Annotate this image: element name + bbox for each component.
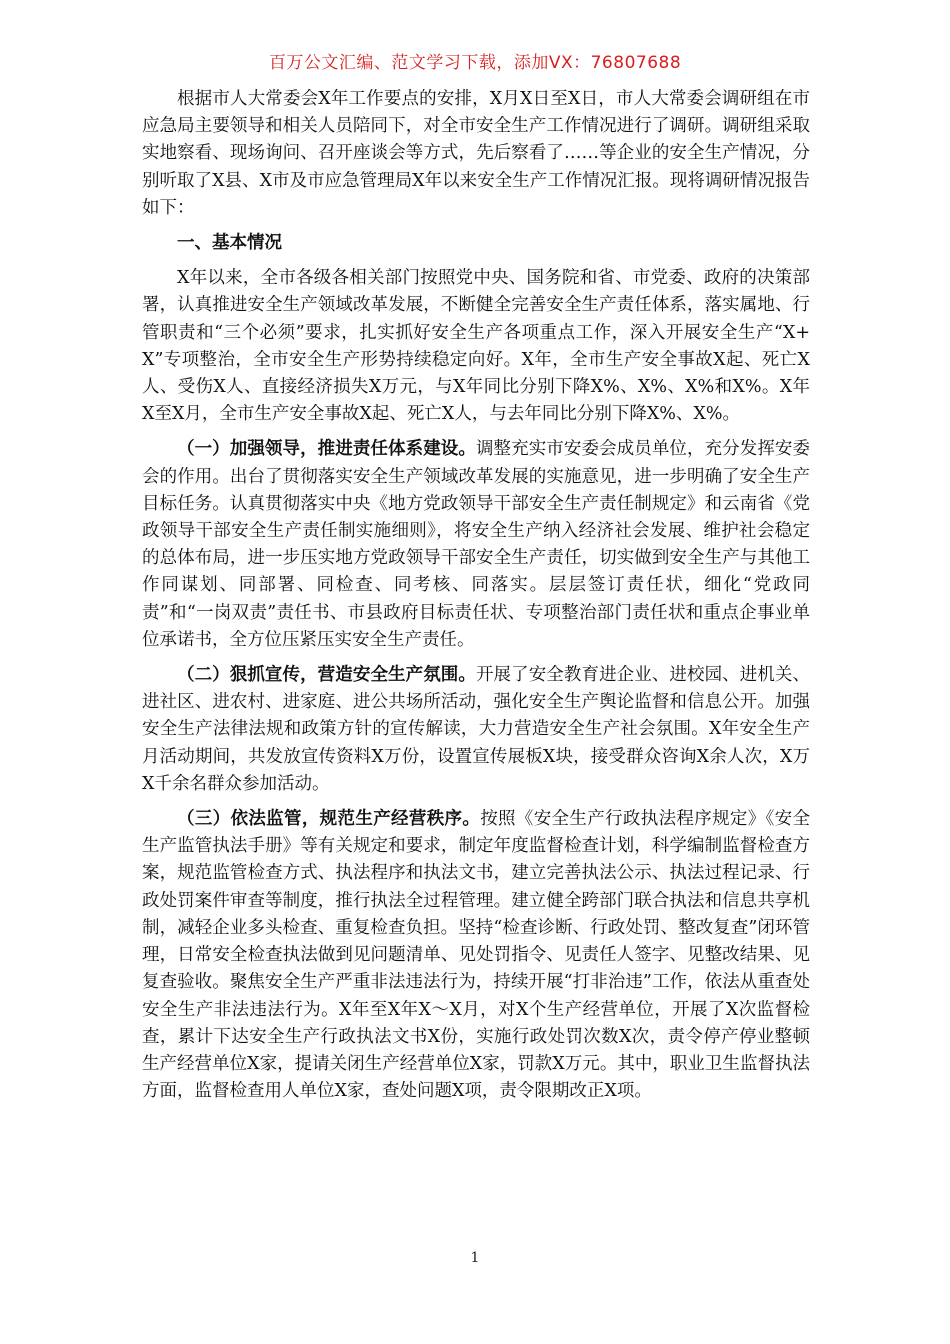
document-body <box>142 86 810 1105</box>
item-paragraph-2 <box>142 662 810 798</box>
item-paragraph-1 <box>142 436 810 654</box>
item-paragraph-3 <box>142 806 810 1105</box>
item-lead-2: （二）狠抓宣传，营造安全生产氛围。 <box>177 665 476 686</box>
intro-paragraph: 根据市人大常委会X年工作要点的安排，X月X日至X日，市人大常委会调研组在市应急局主要领导和相关人员陪同下，对全市安全生产工作情况进行了调研。调研组采取实地察看、现场询问、召开座谈会等方式，先后察看了……等企业的安全生产情况，分别听取了X县、X市及市应急管理局X年以来安全生产工作情况汇报。现将调研情况报告如下： <box>142 89 810 218</box>
watermark-header: 百万公文汇编、范文学习下载，添加VX：76807688 <box>268 53 682 73</box>
page-number: 1 <box>470 1250 480 1266</box>
item-body-2: 开展了安全教育进企业、进校园、进机关、进社区、进农村、进家庭、进公共场所活动，强化安全生产舆论监督和信息公开。加强安全生产法律法规和政策方针的宣传解读，大力营造安全生产社会氛围。X年安全生产月活动期间，共发放宣传资料X万份，设置宣传展板X块，接受群众咨询X余人次，X万X千余名群众参加活动。 <box>142 665 811 794</box>
item-lead-3: （三）依法监管，规范生产经营秩序。 <box>177 809 481 830</box>
item-body-3: 按照《安全生产行政执法程序规定》《安全生产监管执法手册》等有关规定和要求，制定年度监督检查计划，科学编制监督检查方案，规范监管检查方式、执法程序和执法文书，建立完善执法公示、执法过程记录、行政处罚案件审查等制度，推行执法全过程管理。建立健全跨部门联合执法和信息共享机制，减轻企业多头检查、重复检查负担。坚持“检查诊断、行政处罚、整改复查”闭环管理，日常安全检查执法做到见问题清单、见处罚指令、见责任人签字、见整改结果、见复查验收。聚焦安全生产严重非法违法行为，持续开展“打非治违”工作，依法从重查处安全生产非法违法行为。X年至X年X～X月，对X个生产经营单位，开展了X次监督检查，累计下达安全生产行政执法文书X份，实施行政处罚次数X次，责令停产停业整顿生产经营单位X家，提请关闭生产经营单位X家，罚款X万元。其中，职业卫生监督执法方面，监督检查用人单位X家，查处问题X项，责令限期改正X项。 <box>142 809 811 1102</box>
item-lead-1: （一）加强领导，推进责任体系建设。 <box>177 439 476 460</box>
section-body-paragraph: X年以来，全市各级各相关部门按照党中央、国务院和省、市党委、政府的决策部署，认真推进安全生产领域改革发展，不断健全完善安全生产责任体系，落实属地、行管职责和“三个必须”要求，扎实抓好安全生产各项重点工作，深入开展安全生产“X+X”专项整治，全市安全生产形势持续稳定向好。X年，全市生产安全事故X起、死亡X人、受伤X人、直接经济损失X万元，与X年同比分别下降X%、X%、X%和X%。X年X至X月，全市生产安全事故X起、死亡X人，与去年同比分别下降X%、X%。 <box>142 268 810 425</box>
item-body-1: 调整充实市安委会成员单位，充分发挥安委会的作用。出台了贯彻落实安全生产领域改革发展的实施意见，进一步明确了安全生产目标任务。认真贯彻落实中央《地方党政领导干部安全生产责任制规定》和云南省《党政领导干部安全生产责任制实施细则》，将安全生产纳入经济社会发展、维护社会稳定的总体布局，进一步压实地方党政领导干部安全生产责任，切实做到安全生产与其他工作同谋划、同部署、同检查、同考核、同落实。层层签订责任状，细化“党政同责”和“一岗双责”责任书、市县政府目标责任状、专项整治部门责任状和重点企事业单位承诺书，全方位压紧压实安全生产责任。 <box>142 439 811 650</box>
section-heading: 一、基本情况 <box>177 233 282 254</box>
